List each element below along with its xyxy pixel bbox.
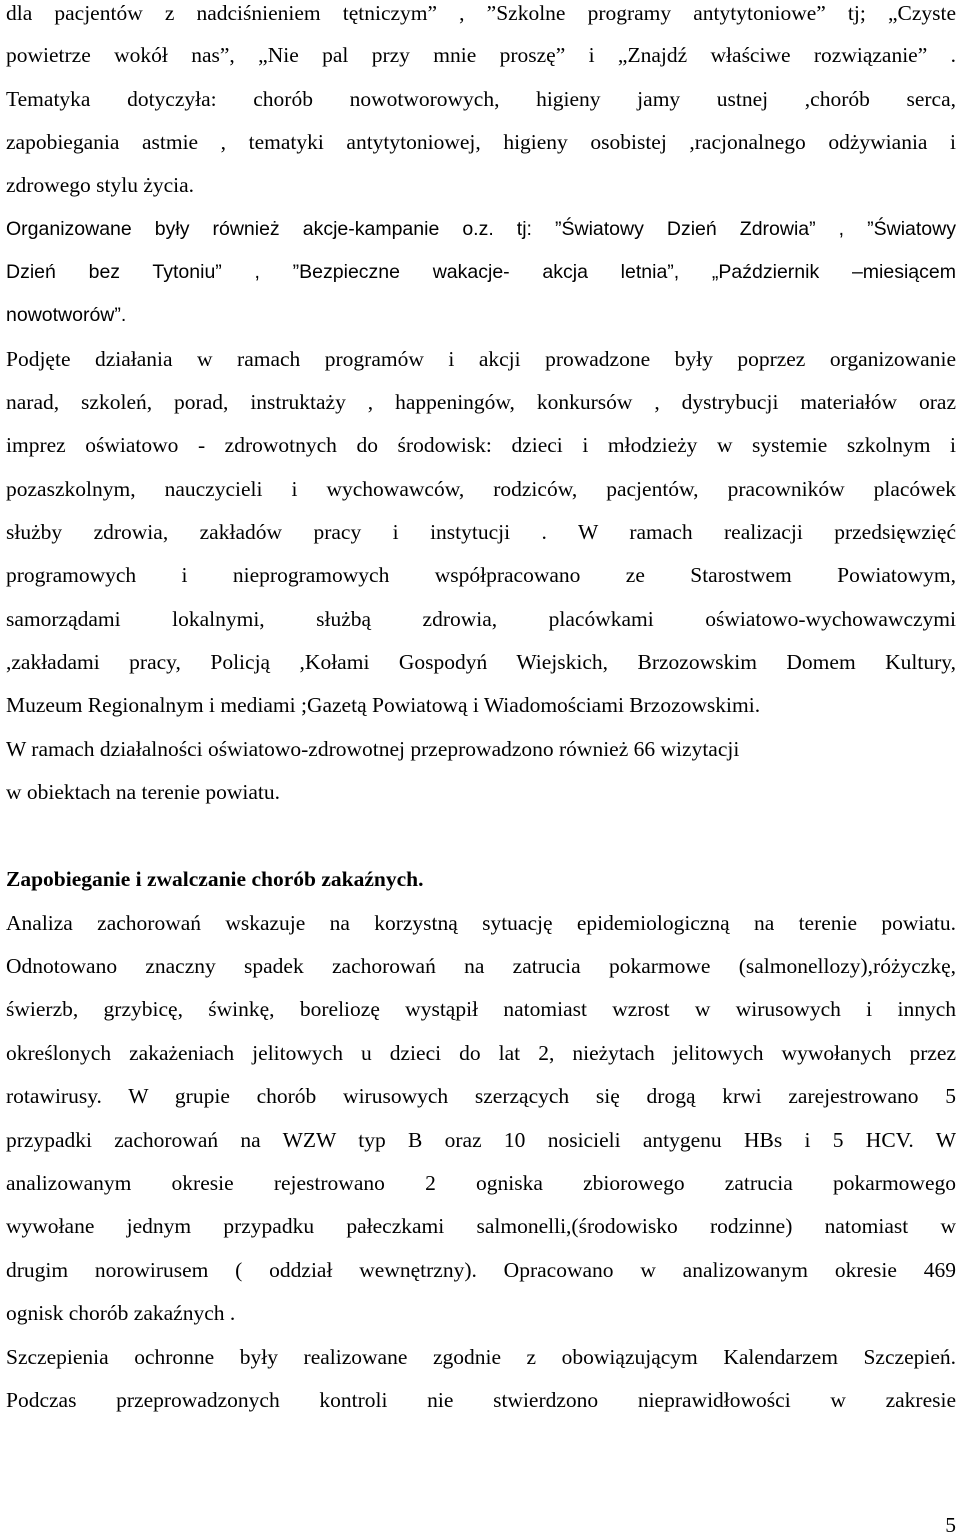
text-line: określonych zakażeniach jelitowych u dzieci do lat 2, nieżytach jelitowych wywołanych przez xyxy=(6,1041,956,1065)
text-line: Odnotowano znaczny spadek zachorowań na zatrucia pokarmowe (salmonellozy),różyczkę, xyxy=(6,954,956,978)
section-heading: Zapobieganie i zwalczanie chorób zakaźnych. xyxy=(6,867,424,891)
text-line: przypadki zachorowań na WZW typ B oraz 10 nosicieli antygenu HBs i 5 HCV. W xyxy=(6,1128,956,1152)
text-line: powietrze wokół nas”, „Nie pal przy mnie proszę” i „Znajdź właściwe rozwiązanie” . xyxy=(6,43,956,67)
text-line: drugim norowirusem ( oddział wewnętrzny). Opracowano w analizowanym okresie 469 xyxy=(6,1258,956,1282)
text-line: samorządami lokalnymi, służbą zdrowia, placówkami oświatowo-wychowawczymi xyxy=(6,607,956,631)
text-line: zdrowego stylu życia. xyxy=(6,173,195,197)
text-line: w obiektach na terenie powiatu. xyxy=(6,780,281,804)
text-line: zapobiegania astmie , tematyki antytytoniowej, higieny osobistej ,racjonalnego odżywiania i xyxy=(6,130,956,154)
text-line: Muzeum Regionalnym i mediami ;Gazetą Powiatową i Wiadomościami Brzozowskimi. xyxy=(6,693,761,717)
text-line: analizowanym okresie rejestrowano 2 ogniska zbiorowego zatrucia pokarmowego xyxy=(6,1171,956,1195)
text-line: programowych i nieprogramowych współpracowano ze Starostwem Powiatowym, xyxy=(6,563,956,587)
text-line: W ramach działalności oświatowo-zdrowotnej przeprowadzono również 66 wizytacji xyxy=(6,737,740,761)
text-line: pozaszkolnym, nauczycieli i wychowawców, rodziców, pacjentów, pracowników placówek xyxy=(6,477,956,501)
page-number: 5 xyxy=(945,1513,956,1537)
text-line: dla pacjentów z nadciśnieniem tętniczym” , ”Szkolne programy antytytoniowe” tj; „Czyste xyxy=(6,1,956,25)
text-line: ognisk chorób zakaźnych . xyxy=(6,1301,236,1325)
text-line: Analiza zachorowań wskazuje na korzystną sytuację epidemiologiczną na terenie powiatu. xyxy=(6,911,956,935)
text-line: imprez oświatowo - zdrowotnych do środowisk: dzieci i młodzieży w systemie szkolnym i xyxy=(6,433,956,457)
text-line: Podjęte działania w ramach programów i akcji prowadzone były poprzez organizowanie xyxy=(6,347,956,371)
text-line: ,zakładami pracy, Policją ,Kołami Gospodyń Wiejskich, Brzozowskim Domem Kultury, xyxy=(6,650,956,674)
text-line: świerzb, grzybicę, świnkę, boreliozę wystąpił natomiast wzrost w wirusowych i innych xyxy=(6,997,956,1021)
text-line: Organizowane były również akcje-kampanie o.z. tj: ”Światowy Dzień Zdrowia” , ”Światowy xyxy=(6,218,956,240)
text-line: nowotworów”. xyxy=(6,304,127,326)
text-line: Podczas przeprowadzonych kontroli nie stwierdzono nieprawidłowości w zakresie xyxy=(6,1388,956,1412)
text-line: rotawirusy. W grupie chorób wirusowych szerzących się drogą krwi zarejestrowano 5 xyxy=(6,1084,956,1108)
text-line: Dzień bez Tytoniu” , ”Bezpieczne wakacje- akcja letnia”, „Październik –miesiącem xyxy=(6,261,956,283)
text-line: narad, szkoleń, porad, instruktaży , happeningów, konkursów , dystrybucji materiałów oraz xyxy=(6,390,956,414)
text-line: służby zdrowia, zakładów pracy i instytucji . W ramach realizacji przedsięwzięć xyxy=(6,520,956,544)
text-line: wywołane jednym przypadku pałeczkami salmonelli,(środowisko rodzinne) natomiast w xyxy=(6,1214,956,1238)
text-line: Tematyka dotyczyła: chorób nowotworowych, higieny jamy ustnej ,chorób serca, xyxy=(6,87,956,111)
text-line: Szczepienia ochronne były realizowane zgodnie z obowiązującym Kalendarzem Szczepień. xyxy=(6,1345,956,1369)
